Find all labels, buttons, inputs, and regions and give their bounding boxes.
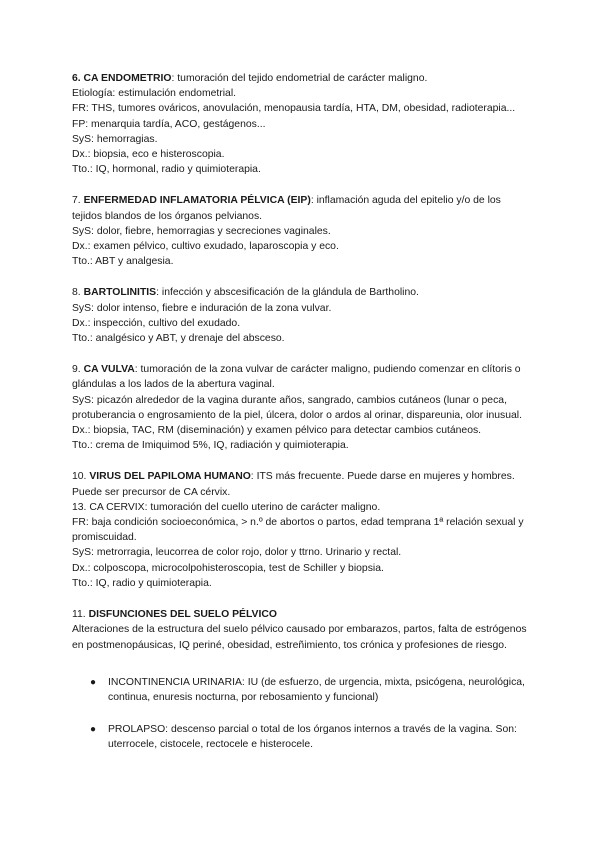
section-heading-line xyxy=(72,193,528,223)
document-page xyxy=(72,71,528,770)
text-line: FR: THS, tumores ováricos, anovulación, menopausia tardía, HTA, DM, obesidad, radioterapia... xyxy=(72,103,516,115)
section-heading-line xyxy=(72,607,528,622)
section-heading-line xyxy=(72,71,528,86)
section-vph xyxy=(72,469,528,591)
section-intro: : tumoración de la zona vulvar de carácter maligno, pudiendo comenzar en clítoris o glándulas a los lados de la abertura vaginal. xyxy=(72,364,521,391)
section-heading: DISFUNCIONES DEL SUELO PÉLVICO xyxy=(88,609,277,621)
text-line: 13. CA CERVIX: tumoración del cuello uterino de carácter maligno. xyxy=(72,501,381,513)
section-intro: Alteraciones de la estructura del suelo pélvico causado por embarazos, partos, falta de estrógenos en postmenopáusicas, IQ periné, obesidad, estreñimiento, tos crónica y profesiones de riesgo. xyxy=(72,624,527,651)
text-line: SyS: picazón alrededor de la vagina durante años, sangrado, cambios cutáneos (lunar o peca, protuberancia o engrosamiento de la piel, úlcera, dolor o ardos al orinar, dispareunia, olor inusual. xyxy=(72,394,522,421)
list-item xyxy=(72,722,528,752)
text-line: Etiología: estimulación endometrial. xyxy=(72,88,237,100)
text-line: SyS: dolor intenso, fiebre e induración de la zona vulvar. xyxy=(72,302,332,314)
text-line: Tto.: IQ, radio y quimioterapia. xyxy=(72,577,212,589)
section-bartolinitis xyxy=(72,285,528,346)
list-item-text: INCONTINENCIA URINARIA: IU (de esfuerzo, de urgencia, mixta, psicógena, neurológica, continua, enuresis nocturna, por rebosamiento y funcional) xyxy=(108,676,525,703)
section-heading: CA VULVA xyxy=(83,364,135,376)
list-item xyxy=(72,675,528,705)
text-line: Dx.: biopsia, TAC, RM (diseminación) y examen pélvico para detectar cambios cutáneos. xyxy=(72,425,482,437)
section-intro: : tumoración del tejido endometrial de carácter maligno. xyxy=(171,73,428,84)
text-line: FP: menarquia tardía, ACO, gestágenos... xyxy=(72,118,266,130)
section-number: 8. xyxy=(72,287,84,299)
text-line: SyS: dolor, fiebre, hemorragias y secreciones vaginales. xyxy=(72,225,331,237)
section-intro: : inflamación aguda del epitelio y/o de los tejidos blandos de los órganos pelvianos. xyxy=(72,195,501,222)
section-number: 10. xyxy=(72,471,90,483)
bullet-list xyxy=(72,675,528,753)
text-line: SyS: metrorragia, leucorrea de color rojo, dolor y ttrno. Urinario y rectal. xyxy=(72,547,402,559)
section-ca-endometrio xyxy=(72,71,528,177)
bullet-icon: ● xyxy=(90,724,97,736)
section-heading-line xyxy=(72,469,528,499)
section-heading-line xyxy=(72,285,528,300)
bullet-icon: ● xyxy=(90,676,97,688)
text-line: Dx.: inspección, cultivo del exudado. xyxy=(72,317,241,329)
text-line: Dx.: examen pélvico, cultivo exudado, laparoscopia y eco. xyxy=(72,241,339,253)
section-heading: VIRUS DEL PAPILOMA HUMANO xyxy=(89,471,251,483)
text-line: FR: baja condición socioeconómica, > n.º de abortos o partos, edad temprana 1ª relación sexual y promiscuidad. xyxy=(72,517,524,544)
section-intro: : ITS más frecuente. Puede darse en mujeres y hombres. Puede ser precursor de CA cérvix. xyxy=(72,471,515,498)
section-number: 7. xyxy=(72,195,84,207)
text-line: SyS: hemorragias. xyxy=(72,133,158,145)
text-line: Tto.: crema de Imiquimod 5%, IQ, radiación y quimioterapia. xyxy=(72,440,349,452)
section-intro: : infección y abscesificación de la glándula de Bartholino. xyxy=(156,287,419,299)
section-heading: 6. CA ENDOMETRIO xyxy=(72,73,172,84)
text-line: Tto.: analgésico y ABT, y drenaje del absceso. xyxy=(72,333,285,345)
section-number: 11. xyxy=(72,609,89,621)
text-line: Dx.: colposcopa, microcolpohisteroscopia, test de Schiller y biopsia. xyxy=(72,562,384,574)
list-item-text: PROLAPSO: descenso parcial o total de los órganos internos a través de la vagina. Son: uterrocele, cistocele, rectocele e histerocele. xyxy=(108,724,517,751)
section-ca-vulva xyxy=(72,362,528,453)
section-heading: ENFERMEDAD INFLAMATORIA PÉLVICA (EIP) xyxy=(83,195,311,207)
text-line: Tto.: ABT y analgesia. xyxy=(72,256,174,268)
section-eip xyxy=(72,193,528,269)
text-line: Dx.: biopsia, eco e histeroscopia. xyxy=(72,149,225,161)
section-number: 9. xyxy=(72,364,84,376)
section-heading: BARTOLINITIS xyxy=(83,287,157,299)
section-suelo-pelvico xyxy=(72,607,528,752)
section-heading-line xyxy=(72,362,528,392)
text-line: Tto.: IQ, hormonal, radio y quimioterapia. xyxy=(72,164,261,176)
